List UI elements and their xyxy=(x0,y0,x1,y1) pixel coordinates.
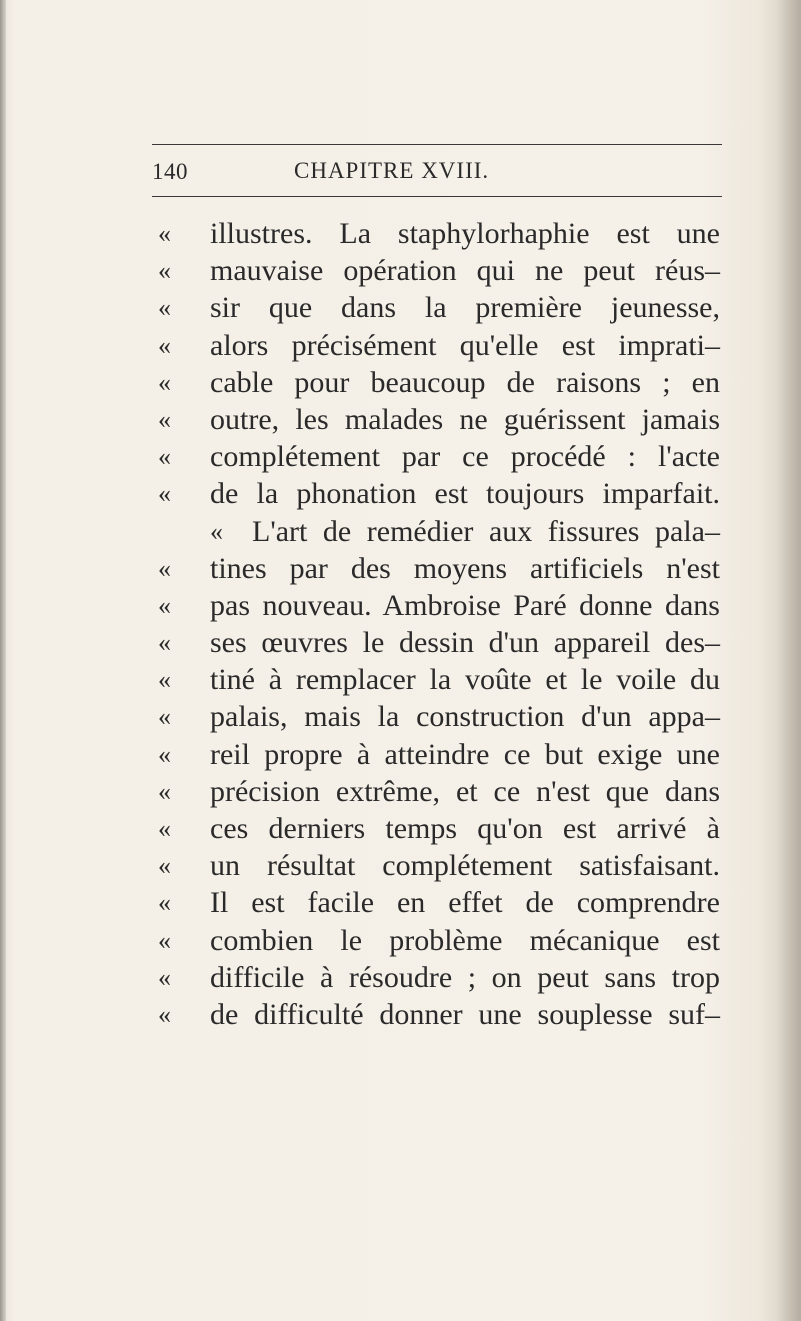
line-text: outre, les malades ne guérissent jamais xyxy=(210,402,720,436)
line-text: cable pour beaucoup de raisons ; en xyxy=(210,365,720,399)
quote-mark: « xyxy=(158,479,171,509)
line-text: tines par des moyens artificiels n'est xyxy=(210,551,720,585)
header-rule-top xyxy=(152,144,722,145)
quote-mark: « xyxy=(158,553,171,583)
quote-mark: « xyxy=(158,665,171,695)
text-line xyxy=(158,810,743,847)
text-line xyxy=(158,252,743,289)
line-text: précision extrême, et ce n'est que dans xyxy=(210,774,720,808)
quote-mark: « xyxy=(158,962,171,992)
quote-mark: « xyxy=(158,442,171,472)
line-text: mauvaise opération qui ne peut réus– xyxy=(210,254,720,288)
text-line xyxy=(158,587,743,624)
text-line xyxy=(158,736,743,773)
text-line xyxy=(158,996,743,1033)
quote-mark: « xyxy=(158,776,171,806)
text-line xyxy=(158,698,743,735)
text-line-paragraph-start xyxy=(158,513,743,550)
quote-mark: « xyxy=(158,293,171,323)
text-line xyxy=(158,550,743,587)
quote-mark: « xyxy=(158,702,171,732)
quote-mark: « xyxy=(158,999,171,1029)
line-text: difficile à résoudre ; on peut sans trop xyxy=(210,960,720,994)
page-number: 140 xyxy=(152,159,188,184)
line-text: tiné à remplacer la voûte et le voile du xyxy=(210,663,720,697)
text-line xyxy=(158,773,743,810)
quote-mark: « xyxy=(158,739,171,769)
text-line xyxy=(158,364,743,401)
line-text: combien le problème mécanique est xyxy=(210,923,720,957)
body-text xyxy=(158,215,743,1033)
text-line xyxy=(158,661,743,698)
line-text: alors précisément qu'elle est imprati– xyxy=(210,328,720,362)
text-line xyxy=(158,438,743,475)
line-text: un résultat complétement satisfaisant. xyxy=(210,849,720,883)
line-text: illustres. La staphylorhaphie est une xyxy=(210,217,720,250)
text-line xyxy=(158,624,743,661)
quote-mark: « xyxy=(158,367,171,397)
quote-mark: « xyxy=(158,256,171,286)
line-text: Il est facile en effet de comprendre xyxy=(210,886,720,920)
page-gutter-shadow xyxy=(0,0,6,1321)
text-line xyxy=(158,847,743,884)
line-text: ses œuvres le dessin d'un appareil des– xyxy=(210,626,720,660)
line-text: de la phonation est toujours imparfait. xyxy=(210,477,720,511)
running-head: CHAPITRE XVIII. xyxy=(294,158,490,183)
line-text: pas nouveau. Ambroise Paré donne dans xyxy=(210,588,720,622)
quote-mark: « xyxy=(158,590,171,620)
quote-mark: « xyxy=(158,330,171,360)
text-line xyxy=(158,475,743,512)
page-edge-shadow xyxy=(777,0,801,1321)
line-text: de difficulté donner une souplesse suf– xyxy=(210,997,720,1031)
line-text: sir que dans la première jeunesse, xyxy=(210,291,720,325)
text-line xyxy=(158,289,743,326)
quote-mark: « xyxy=(158,851,171,881)
line-text: ces derniers temps qu'on est arrivé à xyxy=(210,812,720,845)
text-line xyxy=(158,215,743,252)
quote-mark: « xyxy=(158,404,171,434)
quote-mark: « xyxy=(158,925,171,955)
line-text: L'art de remédier aux fissures pala– xyxy=(252,514,720,548)
text-line xyxy=(158,884,743,921)
quote-mark: « xyxy=(210,516,223,546)
line-text: complétement par ce procédé : l'acte xyxy=(210,440,720,474)
text-line xyxy=(158,401,743,438)
quote-mark: « xyxy=(158,628,171,658)
header-rule-bottom xyxy=(152,196,722,197)
quote-mark: « xyxy=(158,888,171,918)
text-line xyxy=(158,327,743,364)
line-text: reil propre à atteindre ce but exige une xyxy=(210,737,720,771)
text-line xyxy=(158,959,743,996)
quote-mark: « xyxy=(158,814,171,843)
line-text: palais, mais la construction d'un appa– xyxy=(210,700,720,734)
quote-mark: « xyxy=(158,219,171,248)
text-line xyxy=(158,922,743,959)
